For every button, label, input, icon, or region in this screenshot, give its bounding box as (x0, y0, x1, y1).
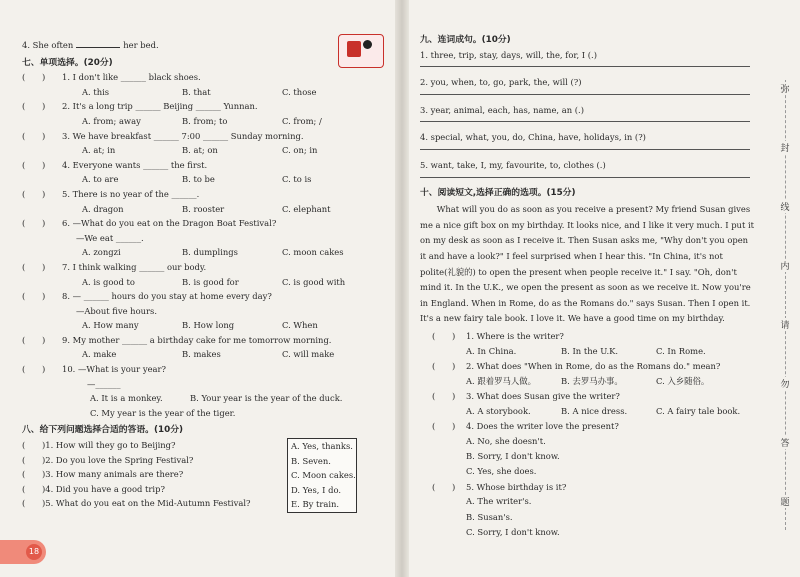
question-text: 3. What does Susan give the writer? (466, 390, 620, 401)
question-text: 8. — ______ hours do you stay at home every day? (62, 291, 272, 302)
question-row (22, 99, 382, 114)
option-b: B. rooster (182, 203, 225, 214)
seal-line-char: 内 (777, 259, 793, 272)
seal-line-char: 线 (777, 200, 793, 213)
q4-text-a: 4. She often (22, 40, 74, 50)
answer-line[interactable] (420, 94, 750, 95)
option-c: C. moon cakes (282, 247, 344, 258)
option-c: C. A fairy tale book. (656, 405, 741, 416)
word-order-prompt: 1. three, trip, stay, days, will, the, for, I (.) (420, 49, 597, 60)
match-question: ( )3. How many animals are there? (22, 469, 184, 480)
match-question: ( )4. Did you have a good trip? (22, 483, 165, 494)
options-row (22, 245, 382, 260)
question-text: 2. What does "When in Rome, do as the Romans do." mean? (466, 360, 721, 371)
question-reply-row (22, 231, 382, 246)
question-text: 7. I think walking ______ our body. (62, 261, 207, 272)
section-8-matching (22, 438, 382, 513)
answer-paren[interactable]: ( ) (22, 188, 46, 199)
option-b: B. from; to (182, 115, 228, 126)
option-c: C. In Rome. (656, 345, 706, 356)
reading-passage: What will you do as soon as you receive a present? My friend Susan gives me a nice gift box on my birthday. It looks nice, and I like it very much. I put it on my desk as soon as I receive it. Then Susan asks me, "Why don't you open it and have a look?" I feel surprised when I hear this. "In China, it's not polite(礼貌的) to open the present when people receive it." I say. "Oh, don't mind it. In the U.K., we open the present as soon as we receive it. Now you're in England. When in Rome, do as the Romans do." says Susan. Then I open it. It's a new fairy tale book. I love it. We have a good time on my birthday. (420, 204, 755, 324)
option-b: B. that (182, 86, 211, 97)
question-reply: —______ (87, 378, 121, 389)
answer-paren[interactable]: ( ) (22, 364, 46, 375)
word-order-prompt: 5. want, take, I, my, favourite, to, clothes (.) (420, 159, 606, 170)
section-9-items (420, 48, 760, 178)
option-a: A. A storybook. (466, 405, 531, 416)
answer-paren[interactable]: ( ) (22, 159, 46, 170)
section-10-questions (420, 329, 760, 541)
option-b: B. dumplings (182, 247, 238, 258)
question-row (22, 216, 382, 231)
page-number: 18 (26, 544, 42, 560)
answer-paren[interactable]: ( ) (22, 218, 46, 229)
question-row (22, 333, 382, 348)
options-row (22, 347, 382, 362)
option-c: C. those (282, 86, 317, 97)
seal-line-margin (775, 0, 795, 577)
answer-blank[interactable] (76, 38, 120, 48)
seal-line-char: 答 (777, 436, 793, 449)
answer-line[interactable] (420, 66, 750, 67)
option-a: A. The writer's. (466, 496, 532, 507)
option-a: A. at; in (82, 145, 116, 156)
option-b: B. Your year is the year of the duck. (190, 393, 343, 404)
section-7-questions (22, 70, 382, 362)
options-row (22, 202, 382, 217)
section-8-title: 八、给下列问题选择合适的答语。(10分) (22, 425, 184, 436)
option-c: C. to is (282, 174, 312, 185)
question-text: 4. Everyone wants ______ the first. (62, 159, 208, 170)
answer-line[interactable] (420, 149, 750, 150)
option-a: A. In China. (466, 345, 517, 356)
options-row (420, 374, 760, 389)
question-text: 2. It's a long trip ______ Beijing ______ Yunnan. (62, 101, 258, 112)
question-text: 3. We have breakfast ______ 7:00 ______ Sunday morning. (62, 130, 304, 141)
question-10-reply (22, 377, 382, 392)
q10-opts-row1 (22, 391, 382, 406)
question-reply-row (22, 304, 382, 319)
question-row (22, 70, 382, 85)
answer-option: C. Moon cakes. (291, 470, 356, 481)
seal-line-char: 弥 (777, 82, 793, 95)
q10-opts-row2 (22, 406, 382, 421)
seal-line-char: 勿 (777, 377, 793, 390)
question-row (22, 260, 382, 275)
question-row (22, 158, 382, 173)
match-question: ( )1. How will they go to Beijing? (22, 440, 176, 451)
question-row (22, 289, 382, 304)
reading-question (420, 389, 760, 404)
option-a: A. make (82, 349, 117, 360)
option-c: C. Sorry, I don't know. (466, 527, 560, 538)
option-b: B. In the U.K. (561, 345, 619, 356)
option-c: C. When (282, 320, 318, 331)
option-b: B. How long (182, 320, 235, 331)
answer-paren[interactable]: ( ) (22, 261, 46, 272)
answer-paren[interactable]: ( ) (432, 420, 456, 431)
q4-line (22, 38, 382, 53)
answer-paren[interactable]: ( ) (432, 390, 456, 401)
answer-option: E. By train. (291, 499, 340, 510)
section-9-title: 九、连词成句。(10分) (420, 35, 511, 45)
option-b: B. to be (182, 174, 215, 185)
answer-box (287, 438, 357, 513)
option-c: C. will make (282, 349, 335, 360)
question-text: 4. Does the writer love the present? (466, 420, 619, 431)
section-7-title: 七、单项选择。(20分) (22, 57, 113, 68)
answer-paren[interactable]: ( ) (432, 360, 456, 371)
word-order-prompt: 3. year, animal, each, has, name, an (.) (420, 104, 584, 115)
option-b: B. Susan's. (466, 511, 513, 522)
q4-text-b: her bed. (123, 40, 159, 50)
option-a: A. 跟着罗马人做。 (466, 375, 536, 386)
question-text: 6. —What do you eat on the Dragon Boat Festival? (62, 218, 277, 229)
option-b: B. A nice dress. (561, 405, 628, 416)
match-question: ( )5. What do you eat on the Mid-Autumn Festival? (22, 498, 251, 509)
question-row (22, 187, 382, 202)
option-a: A. It is a monkey. (90, 393, 163, 404)
answer-paren[interactable]: ( ) (22, 291, 46, 302)
option-a: A. dragon (82, 203, 124, 214)
option-b: B. makes (182, 349, 221, 360)
option-a: A. No, she doesn't. (466, 435, 546, 446)
reading-question (420, 419, 760, 434)
section-8-questions (22, 438, 287, 513)
word-order-prompt: 2. you, when, to, go, park, the, will (?) (420, 77, 582, 88)
reading-question (420, 329, 760, 344)
answer-option: D. Yes, I do. (291, 484, 342, 495)
answer-option: B. Seven. (291, 455, 331, 466)
page-number-tab (0, 540, 46, 564)
option-a: A. zongzi (82, 247, 121, 258)
option-a: A. from; away (82, 115, 141, 126)
seal-line-char: 封 (777, 141, 793, 154)
option-b: B. Sorry, I don't know. (466, 450, 560, 461)
options-row (22, 275, 382, 290)
option-a: A. How many (82, 320, 139, 331)
option-c: C. is good with (282, 276, 346, 287)
option-b: B. 去罗马办事。 (561, 375, 623, 386)
answer-paren[interactable]: ( ) (22, 334, 46, 345)
option-b: B. at; on (182, 145, 218, 156)
options-row (22, 143, 382, 158)
answer-paren[interactable]: ( ) (22, 72, 46, 83)
option-b: B. is good for (182, 276, 239, 287)
options-row (420, 344, 760, 359)
question-text: 5. Whose birthday is it? (466, 481, 567, 492)
question-text: 10. —What is your year? (62, 364, 167, 375)
option-a: A. is good to (82, 276, 135, 287)
options-row (420, 404, 760, 419)
book-gutter (395, 0, 409, 577)
options-row (22, 318, 382, 333)
question-text: 9. My mother ______ a birthday cake for me tomorrow morning. (62, 334, 332, 345)
left-column (22, 38, 382, 513)
option-c: C. 入乡随俗。 (656, 375, 710, 386)
section-10-title: 十、阅读短文,选择正确的选项。(15分) (420, 187, 576, 198)
seal-line-char: 请 (777, 318, 793, 331)
option-a: A. to are (82, 174, 119, 185)
options-row (22, 85, 382, 100)
question-text: 1. I don't like ______ black shoes. (62, 72, 201, 83)
answer-line[interactable] (420, 177, 750, 178)
seal-line-char: 题 (777, 495, 793, 508)
option-c: C. My year is the year of the tiger. (90, 407, 236, 418)
question-text: 1. Where is the writer? (466, 330, 564, 341)
answer-line[interactable] (420, 121, 750, 122)
answer-option: A. Yes, thanks. (291, 441, 353, 452)
option-c: C. on; in (282, 145, 318, 156)
question-text: 5. There is no year of the ______. (62, 188, 200, 199)
option-c: C. elephant (282, 203, 331, 214)
answer-paren[interactable]: ( ) (432, 330, 456, 341)
question-row (22, 129, 382, 144)
option-a: A. this (82, 86, 110, 97)
question-reply: —We eat ______. (76, 232, 144, 243)
right-column (420, 30, 760, 541)
question-10 (22, 362, 382, 377)
options-row (22, 172, 382, 187)
question-reply: —About five hours. (76, 305, 157, 316)
answer-paren[interactable]: ( ) (22, 101, 46, 112)
word-order-prompt: 4. special, what, you, do, China, have, holidays, in (?) (420, 132, 646, 143)
options-row (22, 114, 382, 129)
reading-question (420, 359, 760, 374)
reading-question (420, 480, 760, 495)
match-question: ( )2. Do you love the Spring Festival? (22, 454, 194, 465)
option-c: C. from; / (282, 115, 322, 126)
option-c: C. Yes, she does. (466, 466, 537, 477)
answer-paren[interactable]: ( ) (22, 130, 46, 141)
answer-paren[interactable]: ( ) (432, 481, 456, 492)
